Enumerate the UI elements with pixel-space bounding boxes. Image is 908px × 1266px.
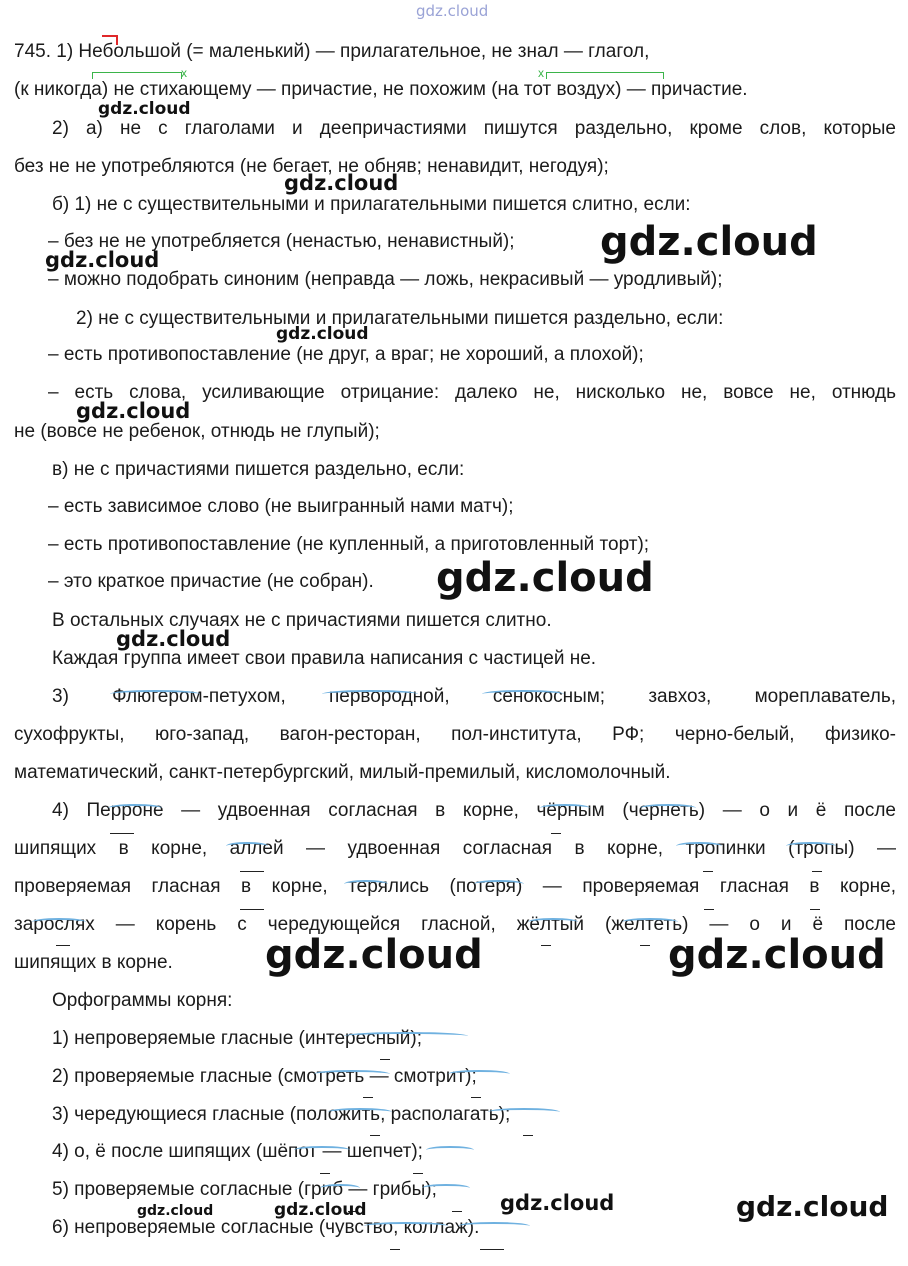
- watermark: gdz.cloud: [265, 932, 483, 978]
- text-line-30: 4) о, ё после шипящих (шёпот — шепчет);: [52, 1141, 423, 1162]
- text-line-21: 4) Перроне — удвоенная согласная в корне, чёрным (чернеть) — о и ё после: [52, 800, 896, 821]
- vowel-bar-mark: [370, 1135, 380, 1136]
- text-line-19: сухофрукты, юго-запад, вагон-ресторан, пол-института, РФ; черно-белый, физико-: [14, 724, 896, 745]
- watermark: gdz.cloud: [76, 399, 191, 423]
- vowel-bar-mark: [471, 1097, 481, 1098]
- text-line-4: без не не употребляются (не бегает, не обняв; ненавидит, негодуя);: [14, 156, 609, 177]
- root-arc-mark: [294, 1146, 350, 1154]
- text-line-14: – есть противопоставление (не купленный, а приготовленный торт);: [48, 534, 650, 555]
- text-line-13: – есть зависимое слово (не выигранный нами матч);: [48, 496, 514, 517]
- text-line-31: 5) проверяемые согласные (гриб — грибы);: [52, 1179, 437, 1200]
- text-line-16: В остальных случаях не с причастиями пишется слитно.: [52, 610, 552, 631]
- vowel-bar-mark: [452, 1211, 462, 1212]
- root-arc-mark: [488, 1108, 560, 1116]
- text-line-15: – это краткое причастие (не собран).: [48, 571, 374, 592]
- text-line-22: шипящих в корне, аллей — удвоенная согласная в корне, тропинки (тропы) —: [14, 838, 896, 859]
- root-arc-mark: [328, 1108, 392, 1116]
- vowel-bar-mark: [240, 909, 264, 910]
- text-line-7: – можно подобрать синоним (неправда — ложь, некрасивый — уродливый);: [48, 269, 723, 290]
- root-arc-mark: [622, 918, 678, 926]
- text-line-27: 1) непроверяемые гласные (интересный);: [52, 1028, 423, 1049]
- root-arc-mark: [426, 1146, 474, 1154]
- text-line-8: 2) не с существительными и прилагательными пишется раздельно, если:: [76, 308, 724, 329]
- text-line-32: 6) непроверяемые согласные (чувство, коллаж).: [52, 1217, 480, 1238]
- text-line-29: 3) чередующиеся гласные (положить, располагать);: [52, 1104, 511, 1125]
- root-arc-mark: [640, 804, 696, 812]
- vowel-bar-mark: [703, 871, 713, 872]
- root-arc-mark: [540, 804, 590, 812]
- watermark-top: gdz.cloud: [416, 2, 489, 20]
- watermark: gdz.cloud: [600, 219, 818, 265]
- root-arc-mark: [344, 880, 388, 888]
- root-arc-mark: [32, 918, 86, 926]
- vowel-bar-mark: [640, 945, 650, 946]
- root-arc-mark: [322, 690, 418, 698]
- watermark: gdz.cloud: [276, 324, 369, 344]
- text-line-9: – есть противопоставление (не друг, а враг; не хороший, а плохой);: [48, 344, 644, 365]
- watermark: gdz.cloud: [98, 99, 191, 119]
- root-arc-mark: [786, 842, 836, 850]
- green-x-mark: x: [538, 66, 544, 80]
- text-line-18: 3) Флюгером-петухом, первородной, сенокосным; завхоз, мореплаватель,: [52, 686, 896, 707]
- root-arc-mark: [528, 918, 578, 926]
- vowel-bar-mark: [56, 945, 70, 946]
- watermark: gdz.cloud: [137, 1203, 214, 1219]
- watermark: gdz.cloud: [736, 1190, 889, 1223]
- text-line-11: не (вовсе не ребенок, отнюдь не глупый);: [14, 421, 380, 442]
- green-bracket-mark: [92, 72, 182, 79]
- text-line-24: зарослях — корень с чередующейся гласной, жёлтый (желтеть) — о и ё после: [14, 914, 896, 935]
- text-line-12: в) не с причастиями пишется раздельно, если:: [52, 459, 465, 480]
- green-x-mark: x: [181, 66, 187, 80]
- vowel-bar-mark: [110, 833, 134, 834]
- text-line-23: проверяемая гласная в корне, терялись (потеря) — проверяемая гласная в корне,: [14, 876, 896, 897]
- vowel-bar-mark: [380, 1059, 390, 1060]
- text-line-1: 745. 1) Небольшой (= маленький) — прилагательное, не знал — глагол,: [14, 41, 650, 62]
- text-line-20: математический, санкт-петербургский, милый-премилый, кисломолочный.: [14, 762, 671, 783]
- red-corner-mark: [102, 35, 118, 45]
- vowel-bar-mark: [704, 909, 714, 910]
- watermark: gdz.cloud: [500, 1191, 615, 1215]
- vowel-bar-mark: [810, 909, 820, 910]
- root-arc-mark: [676, 842, 722, 850]
- root-arc-mark: [474, 880, 524, 888]
- watermark: gdz.cloud: [274, 1200, 367, 1220]
- vowel-bar-mark: [320, 1173, 330, 1174]
- text-line-26: Орфограммы корня:: [52, 990, 233, 1011]
- vowel-bar-mark: [413, 1173, 423, 1174]
- watermark: gdz.cloud: [116, 627, 231, 651]
- green-bracket-mark: [546, 72, 664, 79]
- vowel-bar-mark: [480, 1249, 504, 1250]
- root-arc-mark: [110, 690, 200, 698]
- root-arc-mark: [226, 842, 268, 850]
- text-line-17: Каждая группа имеет свои правила написания с частицей не.: [52, 648, 597, 669]
- watermark: gdz.cloud: [284, 171, 399, 195]
- watermark: gdz.cloud: [668, 932, 886, 978]
- vowel-bar-mark: [240, 871, 264, 872]
- root-arc-mark: [482, 690, 564, 698]
- text-line-10: – есть слова, усиливающие отрицание: далеко не, нисколько не, вовсе не, отнюдь: [48, 382, 896, 403]
- vowel-bar-mark: [541, 945, 551, 946]
- text-line-3: 2) а) не с глаголами и деепричастиями пишутся раздельно, кроме слов, которые: [52, 118, 896, 139]
- text-line-25: шипящих в корне.: [14, 952, 173, 973]
- text-line-2: (к никогда) не стихающему — причастие, не похожим (на тот воздух) — причастие.: [14, 79, 748, 100]
- root-arc-mark: [422, 1184, 470, 1192]
- vowel-bar-mark: [812, 871, 822, 872]
- root-arc-mark: [448, 1070, 510, 1078]
- root-arc-mark: [364, 1222, 448, 1230]
- text-line-5: б) 1) не с существительными и прилагательными пишется слитно, если:: [52, 194, 691, 215]
- text-line-6: – без не не употребляется (ненастью, ненавистный);: [48, 231, 515, 252]
- root-arc-mark: [314, 1070, 390, 1078]
- vowel-bar-mark: [551, 833, 561, 834]
- vowel-bar-mark: [363, 1097, 373, 1098]
- root-arc-mark: [320, 1184, 360, 1192]
- vowel-bar-mark: [523, 1135, 533, 1136]
- vowel-bar-mark: [390, 1249, 400, 1250]
- watermark: gdz.cloud: [45, 248, 160, 272]
- watermark: gdz.cloud: [436, 555, 654, 601]
- root-arc-mark: [458, 1222, 530, 1230]
- root-arc-mark: [108, 804, 162, 812]
- text-line-28: 2) проверяемые гласные (смотреть — смотрит);: [52, 1066, 477, 1087]
- root-arc-mark: [344, 1032, 468, 1040]
